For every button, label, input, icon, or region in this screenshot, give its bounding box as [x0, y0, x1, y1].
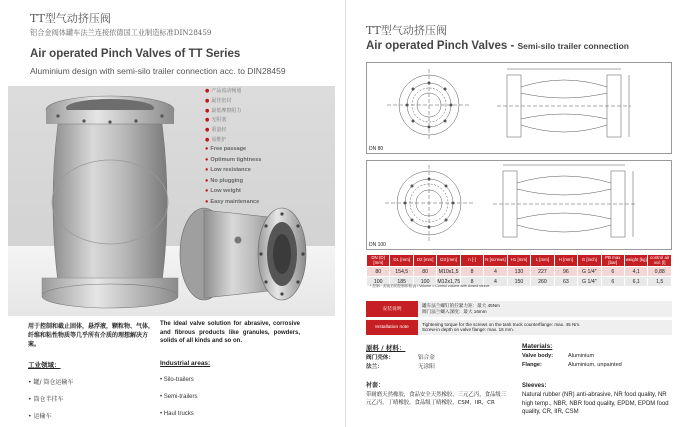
- table-header: L [mm]: [531, 255, 554, 267]
- list-item: • Semi-trailers: [160, 394, 198, 400]
- materials-heading-cn: 原料 / 材料：: [366, 344, 406, 352]
- material-row: 阀门壳体： 铝合金: [366, 355, 435, 361]
- table-cell: 8: [460, 277, 483, 287]
- installation-text: 罐车法兰螺钉的拧紧力矩：最大 45Nm 阀门法兰螺入深度：最大 16mm: [418, 301, 672, 317]
- list-item: ● Low resistance: [205, 167, 251, 173]
- table-cell: M12x1,75: [437, 278, 461, 285]
- industrial-areas-heading-en: Industrial areas:: [160, 360, 211, 367]
- installation-text: Tightening torque for the screws on the tank truck counterflange: max. 45 Nm. Screw-in depth on valve flange: max. 16 mm.: [418, 320, 672, 336]
- list-item: • Silo-trailers: [160, 377, 194, 383]
- installation-label: Installation note: [366, 320, 418, 336]
- table-cell: 6,1: [624, 277, 647, 287]
- list-item: • 筒仓半挂车: [28, 396, 64, 403]
- table-cell: 6: [601, 277, 624, 287]
- sleeves-heading-cn: 衬套：: [366, 382, 385, 389]
- industrial-areas-list-cn: [28, 377, 73, 427]
- industrial-areas-heading-cn: 工业领域：: [28, 361, 61, 369]
- list-item: ● 最佳密封: [205, 97, 232, 104]
- small-valve-image: [174, 196, 312, 306]
- table-cell: 260: [531, 277, 554, 287]
- features-list-en: [205, 144, 261, 207]
- material-row: Valve body: Aluminium: [522, 353, 595, 359]
- list-item: • 运输车: [28, 413, 52, 420]
- table-header: weight [kg]: [624, 255, 647, 267]
- table-cell: 227: [531, 267, 554, 277]
- table-header: PB max [bar]: [601, 255, 624, 267]
- table-cell: 185: [390, 277, 413, 287]
- technical-drawing-dn80: [366, 62, 672, 154]
- table-cell: G 1/4": [578, 267, 601, 277]
- sleeves-text-cn: 带耐磨天然橡胶，食品安全天然橡胶，三元乙丙，食品级三元乙丙，丁晴橡胶，食品级丁晴橡胶，CSM，IIR，CR: [366, 392, 507, 407]
- list-item: ● Easy maintenance: [205, 198, 260, 205]
- table-cell: 80: [367, 267, 390, 277]
- large-valve-image: [18, 92, 198, 314]
- table-cell: 80: [413, 267, 436, 277]
- table-cell: 63: [554, 277, 577, 287]
- installation-notes: [366, 301, 672, 338]
- table-cell: 96: [554, 267, 577, 277]
- table-header: n [-]: [460, 255, 483, 267]
- table-cell: 154,5: [390, 267, 413, 277]
- page-subtitle-en: Aluminium design with semi-silo trailer connection acc. to DIN28459: [30, 66, 286, 76]
- list-item: ● No plugging: [205, 177, 244, 184]
- list-item: ● Free passage: [205, 146, 247, 152]
- industrial-areas-list-en: [160, 377, 197, 427]
- table-cell: 4: [484, 277, 507, 287]
- table-cell: 150: [507, 277, 530, 287]
- description-en: The ideal valve solution for abrasive, corrosive and fibrous products like granules, powders, solids of all kinds and so on.: [160, 321, 300, 345]
- drawing-label: DN 100: [369, 242, 386, 248]
- table-cell: 4,1: [624, 267, 647, 277]
- technical-drawing-dn100: [366, 160, 672, 250]
- material-row: Flange: Aluminium, unpainted: [522, 362, 622, 368]
- list-item: • 罐/ 筒仓运输车: [28, 379, 74, 386]
- list-item: ● 易维护: [205, 136, 227, 143]
- page-title-en: Air operated Pinch Valves of TT Series: [30, 48, 241, 60]
- material-row: 法兰： 无涂阳: [366, 364, 435, 370]
- table-header: H1 [mm]: [507, 255, 530, 267]
- table-row: [367, 267, 672, 277]
- table-header: DN (D) [mm]: [367, 255, 390, 267]
- table-header: D1 [mm]: [390, 255, 413, 267]
- materials-heading-en: Materials:: [522, 343, 553, 350]
- table-header: H [mm]: [554, 255, 577, 267]
- list-item: ● Low weight: [205, 188, 241, 194]
- table-header: D3 [mm]: [437, 255, 460, 267]
- features-list-cn: [205, 87, 241, 146]
- table-cell: 100: [413, 277, 436, 287]
- table-cell: 1,5: [648, 277, 672, 287]
- right-title-en: Air operated Pinch Valves - Semi-silo trailer connection: [366, 40, 629, 52]
- list-item: ● 无阻塞: [205, 117, 227, 124]
- sleeves-text-en: Natural rubber (NR) anti-abrasive, NR food quality, NR high temp., NBR, NBR food quality, EPDM, EPDM food quality, CR, IIR, CSM: [522, 392, 669, 416]
- table-cell: 100: [367, 277, 390, 287]
- table-cell: 6: [601, 267, 624, 277]
- installation-row-cn: [366, 301, 672, 317]
- spec-table: [366, 254, 672, 287]
- table-header: N [screws]: [484, 255, 507, 267]
- table-cell: G 1/4": [578, 277, 601, 287]
- page-divider: [345, 0, 346, 427]
- list-item: • Haul trucks: [160, 411, 194, 417]
- right-title-cn: TT型气动挤压阀: [366, 24, 447, 37]
- sleeves-heading-en: Sleeves:: [522, 383, 547, 389]
- table-header: G [inch]: [578, 255, 601, 267]
- table-header: D2 [mm]: [413, 255, 436, 267]
- description-cn: 用于控制和截止固体，悬浮液，颗粒物、气体，纤维和粘性物质等几乎所有介质的理想解决方案。: [28, 323, 155, 348]
- list-item: ● 最低摩擦阻力: [205, 107, 242, 114]
- table-footnote: * 控制：封闭后的控制体积 (l) / Volume = Control volume with closed sleeve: [370, 284, 490, 288]
- page-subtitle-cn: 铝合金阀体罐车法兰连接依德国工业制造标准DIN28459: [30, 28, 212, 37]
- table-cell: 0,88: [648, 267, 672, 277]
- table-cell: M10x1,5: [438, 268, 459, 275]
- table-cell: 4: [484, 267, 507, 277]
- list-item: ● Optimum tightness: [205, 156, 262, 163]
- table-cell: 130: [507, 267, 530, 277]
- page-title-cn: TT型气动挤压阀: [30, 12, 111, 25]
- drawing-label: DN 80: [369, 146, 384, 152]
- table-cell: 8: [460, 267, 483, 277]
- installation-row-en: [366, 320, 672, 336]
- list-item: ● 产品流动畅通: [205, 88, 242, 94]
- list-item: ● 重量轻: [205, 127, 227, 134]
- installation-label: 安装说明: [366, 301, 418, 317]
- table-header: control air vol. [l]: [648, 255, 672, 267]
